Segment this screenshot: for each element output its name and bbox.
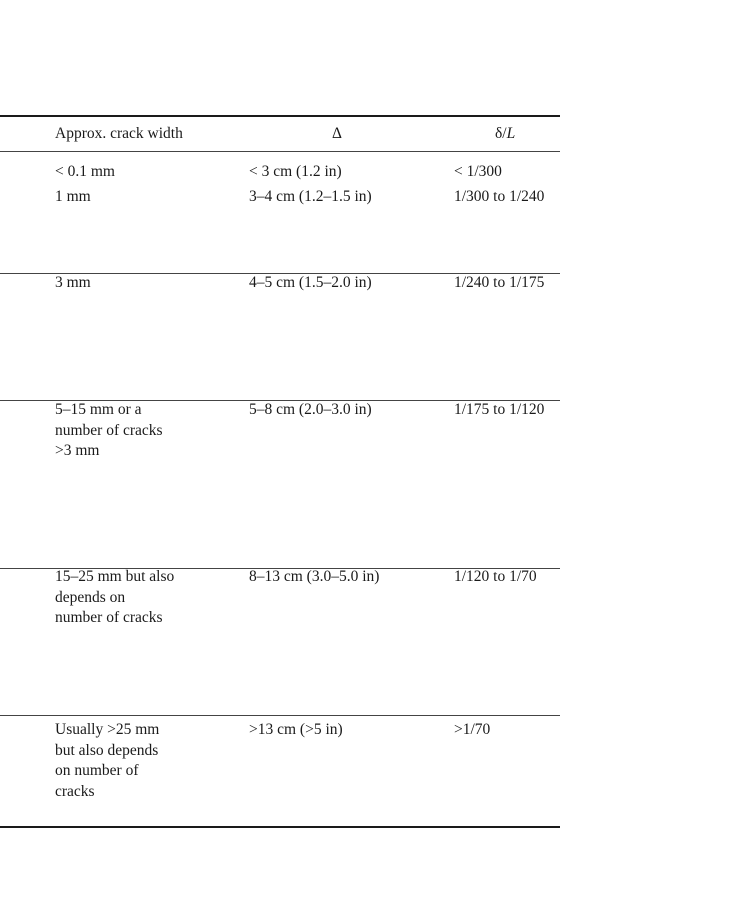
table-bottom-rule: [0, 826, 560, 828]
row-3-delta: 5–8 cm (2.0–3.0 in): [249, 401, 372, 418]
header-crack-width: Approx. crack width: [55, 125, 183, 142]
row-5-delta: >13 cm (>5 in): [249, 721, 343, 738]
row-2-crack-width: 3 mm: [55, 274, 91, 291]
row-0-crack-width: < 0.1 mm: [55, 163, 115, 180]
row-1-delta: 3–4 cm (1.2–1.5 in): [249, 188, 372, 205]
row-3-crack-width-line: 5–15 mm or a: [55, 401, 142, 418]
header-ratio-italic: L: [506, 125, 516, 142]
row-4-delta: 8–13 cm (3.0–5.0 in): [249, 568, 380, 585]
row-4-crack-width-line: 15–25 mm but also: [55, 568, 175, 585]
row-4-ratio: 1/120 to 1/70: [454, 568, 537, 585]
header-ratio: [495, 124, 515, 144]
row-5-crack-width: [55, 720, 159, 802]
row-4-crack-width: [55, 567, 174, 629]
row-0-delta: < 3 cm (1.2 in): [249, 163, 342, 180]
row-0-ratio: < 1/300: [454, 163, 502, 180]
header-ratio-prefix: δ/: [495, 125, 507, 142]
row-5-crack-width-line: cracks: [55, 782, 95, 800]
row-3-ratio: 1/175 to 1/120: [454, 401, 545, 418]
header-bottom-rule: [0, 151, 560, 152]
row-3-crack-width-line: >3 mm: [55, 442, 100, 459]
row-4-crack-width-line: number of cracks: [55, 609, 163, 626]
row-2-ratio: 1/240 to 1/175: [454, 274, 545, 291]
row-4-crack-width-line: depends on: [55, 588, 126, 606]
row-5-crack-width-line: on number of: [55, 762, 139, 779]
row-divider: [0, 715, 560, 716]
row-5-crack-width-line: but also depends: [55, 741, 159, 759]
row-5-crack-width-line: Usually >25 mm: [55, 721, 160, 738]
header-delta: Δ: [332, 125, 342, 142]
row-1-crack-width: 1 mm: [55, 188, 91, 205]
row-3-crack-width: [55, 400, 163, 462]
row-2-delta: 4–5 cm (1.5–2.0 in): [249, 274, 372, 291]
row-1-ratio: 1/300 to 1/240: [454, 188, 545, 205]
row-3-crack-width-line: number of cracks: [55, 421, 163, 439]
table-top-rule: [0, 115, 560, 117]
row-5-ratio: >1/70: [454, 721, 491, 738]
